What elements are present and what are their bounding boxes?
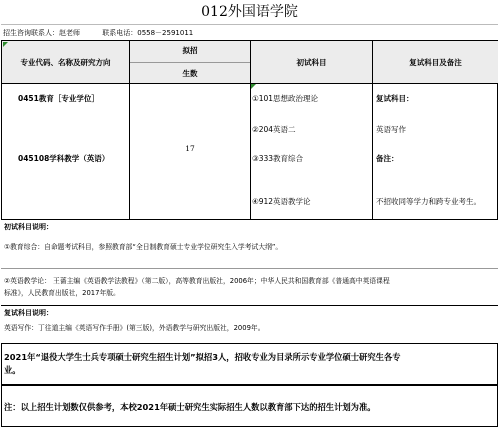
major-education: 0451教育［专业学位］ bbox=[18, 93, 99, 103]
plan-count: 17 bbox=[185, 143, 195, 153]
special-plan-line2: 业。 bbox=[4, 365, 21, 375]
cell-marker bbox=[251, 84, 256, 89]
header-major: 专业代码、名称及研究方向 bbox=[2, 41, 129, 83]
header-retest: 复试科目及备注 bbox=[373, 41, 498, 83]
initial-notes-heading: 初试科目说明： bbox=[4, 223, 53, 231]
notes-divider bbox=[1, 268, 498, 269]
header-plan-line2: 生数 bbox=[182, 69, 198, 78]
page-title: 012外国语学院 bbox=[1, 0, 498, 25]
retest-notes-top-line bbox=[1, 305, 498, 306]
col-divider-2 bbox=[250, 41, 251, 219]
admission-sheet bbox=[1, 0, 498, 427]
retest-label: 复试科目： bbox=[376, 93, 414, 103]
subject-3: ③333教育综合 bbox=[252, 153, 304, 163]
subject-1: ①101思想政治理论 bbox=[252, 93, 319, 103]
col-divider-3 bbox=[372, 41, 373, 219]
retest-notes-heading: 复试科目说明： bbox=[4, 309, 53, 317]
contact-phone: 联系电话：0558－2591011 bbox=[102, 29, 194, 37]
subject-2: ②204英语二 bbox=[252, 124, 296, 134]
contact-line bbox=[1, 25, 498, 41]
remark-text: 不招收同等学力和跨专业考生。 bbox=[376, 196, 481, 206]
header-plan-line1: 拟招 bbox=[182, 46, 198, 55]
special-plan-line1: 2021年“退役大学生士兵专项硕士研究生招生计划”拟招3人，招收专业为目录所示专业学位硕士研究生各专 bbox=[4, 352, 401, 362]
notes-top-line bbox=[1, 219, 498, 220]
program-table bbox=[1, 41, 498, 219]
initial-note-2-line2: 标准》，人民教育出版社，2017年版。 bbox=[4, 289, 120, 297]
retest-subject: 英语写作 bbox=[376, 124, 406, 134]
retest-note-1: 英语写作：丁往道主编《英语写作手册》(第三版)，外语教学与研究出版社，2009年。 bbox=[4, 324, 265, 332]
contact-person: 招生咨询联系人：赵老师 bbox=[3, 29, 80, 37]
footnote-text: 注：以上招生计划数仅供参考，本校2021年硕士研究生实际招生人数以教育部下达的招生计划为准。 bbox=[4, 402, 376, 412]
header-initial-subjects: 初试科目 bbox=[251, 41, 372, 83]
major-english-teaching: 045108学科教学（英语） bbox=[18, 153, 110, 163]
header-bottom-line bbox=[2, 83, 497, 84]
remark-label: 备注： bbox=[376, 153, 399, 163]
initial-note-1: ①教育综合：自命题考试科目，参照教育部“全日制教育硕士专业学位研究生入学考试大纲”。 bbox=[4, 243, 283, 251]
col-divider-1 bbox=[129, 41, 130, 219]
subject-4: ④912英语教学论 bbox=[252, 196, 311, 206]
header-plan-divider bbox=[130, 62, 250, 63]
initial-note-2-line1: ②英语教学论： 王蔷主编《英语教学法教程》（第二版），高等教育出版社，2006年；中华人民共和国教育部《普通高中英语课程 bbox=[4, 277, 390, 285]
cell-marker bbox=[3, 42, 8, 47]
